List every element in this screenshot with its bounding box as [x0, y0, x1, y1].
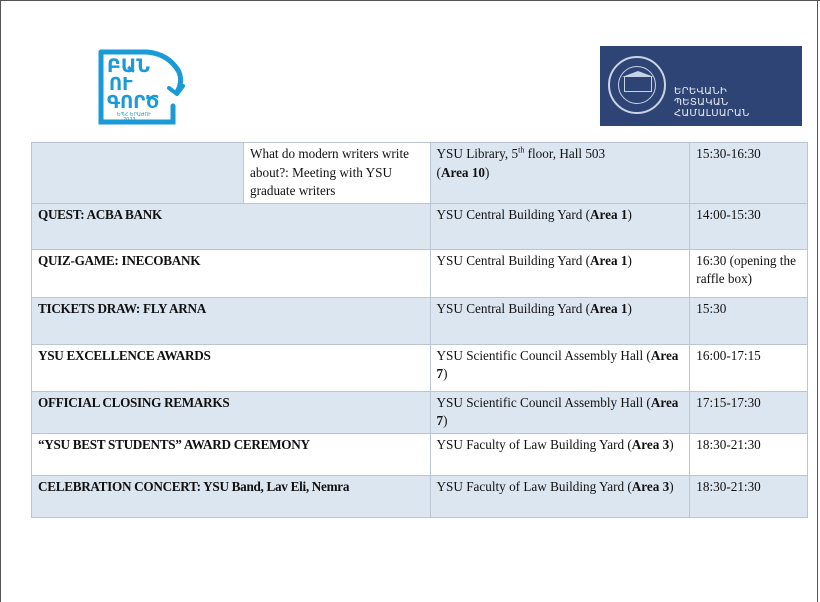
area-label: Area 1 [590, 300, 628, 316]
venue-cell [430, 391, 690, 433]
venue-text: YSU Scientific Council Assembly Hall ( [436, 394, 651, 410]
close-paren: ) [627, 206, 632, 222]
close-paren: ) [443, 366, 448, 381]
table-row [32, 297, 808, 344]
time-cell: 15:30-16:30 [690, 143, 808, 204]
close-paren: ) [627, 252, 632, 268]
venue-cell [430, 203, 690, 249]
event-cell: OFFICIAL CLOSING REMARKS [32, 391, 431, 433]
university-name [674, 86, 750, 119]
close-paren: ) [485, 164, 490, 180]
event-cell: YSU EXCELLENCE AWARDS [32, 344, 431, 391]
area-label: Area 1 [590, 252, 628, 268]
event-logo-graphic [95, 42, 187, 128]
venue-text: YSU Central Building Yard ( [436, 206, 591, 222]
area-label: Area 7 [436, 347, 679, 381]
area-label: Area 1 [590, 206, 628, 222]
venue-cell [430, 297, 690, 344]
close-paren: ) [443, 413, 448, 428]
logo-line4: ԵՊՀ ԵՐԱԺՈՒ [117, 112, 151, 118]
time-cell: 18:30-21:30 [690, 433, 808, 475]
venue-text: YSU Faculty of Law Building Yard ( [436, 478, 632, 494]
close-paren: ) [669, 478, 674, 494]
logo-line1: ԲԱՆ [107, 55, 150, 77]
venue-text: YSU Faculty of Law Building Yard ( [436, 436, 632, 452]
time-cell: 16:00-17:15 [690, 344, 808, 391]
venue-cell [430, 344, 690, 391]
event-cell: “YSU BEST STUDENTS” AWARD CEREMONY [32, 433, 431, 475]
time-cell: 17:15-17:30 [690, 391, 808, 433]
venue-cell [430, 433, 690, 475]
time-cell: 18:30-21:30 [690, 475, 808, 517]
logo-line2: ՈՒ [109, 74, 133, 95]
event-cell: QUIZ-GAME: INECOBANK [32, 249, 431, 297]
table-row [32, 143, 808, 204]
table-row [32, 249, 808, 297]
event-cell: CELEBRATION CONCERT: YSU Band, Lav Eli, Nemra [32, 475, 431, 517]
time-cell: 16:30 (opening the raffle box) [690, 249, 808, 297]
university-name-line2: ՊԵՏԱԿԱՆ [674, 97, 729, 108]
venue-text: YSU Central Building Yard ( [436, 252, 591, 268]
area-label: Area 3 [631, 436, 670, 452]
schedule-table [31, 142, 808, 518]
event-cell: QUEST: ACBA BANK [32, 203, 431, 249]
venue-text: YSU Library, 5 [436, 146, 519, 161]
university-name-line3: ՀԱՄԱԼՍԱՐԱՆ [674, 108, 750, 119]
time-cell: 14:00-15:30 [690, 203, 808, 249]
area-label: Area 10 [440, 164, 486, 180]
venue-cell [430, 249, 690, 297]
area-label: Area 7 [436, 394, 679, 428]
event-cell: TICKETS DRAW: FLY ARNA [32, 297, 431, 344]
venue-text: YSU Central Building Yard ( [436, 300, 591, 316]
logo-line3: ԳՈՐԾ [107, 92, 160, 113]
table-row [32, 344, 808, 391]
venue-sup: th [518, 145, 525, 155]
table-row [32, 391, 808, 433]
university-name-line1: ԵՐԵՎԱՆԻ [674, 86, 728, 97]
close-paren: ) [669, 436, 674, 452]
logo-year: 2023 [123, 117, 136, 123]
table-row [32, 203, 808, 249]
event-cell [32, 143, 244, 204]
university-seal-icon [608, 56, 666, 114]
venue-cell: YSU Library, 5th floor, Hall 503 (Area 10) [430, 143, 690, 204]
close-paren: ) [627, 300, 632, 316]
table-row [32, 433, 808, 475]
table-row [32, 475, 808, 517]
venue-text: YSU Scientific Council Assembly Hall ( [436, 347, 651, 363]
time-cell: 15:30 [690, 297, 808, 344]
area-label: Area 3 [631, 478, 670, 494]
venue-text-rest: floor, Hall 503 [524, 146, 606, 161]
university-logo [600, 46, 802, 126]
event-logo [95, 42, 187, 128]
venue-cell [430, 475, 690, 517]
topic-cell: What do modern writers write about?: Meeting with YSU graduate writers [244, 143, 431, 204]
